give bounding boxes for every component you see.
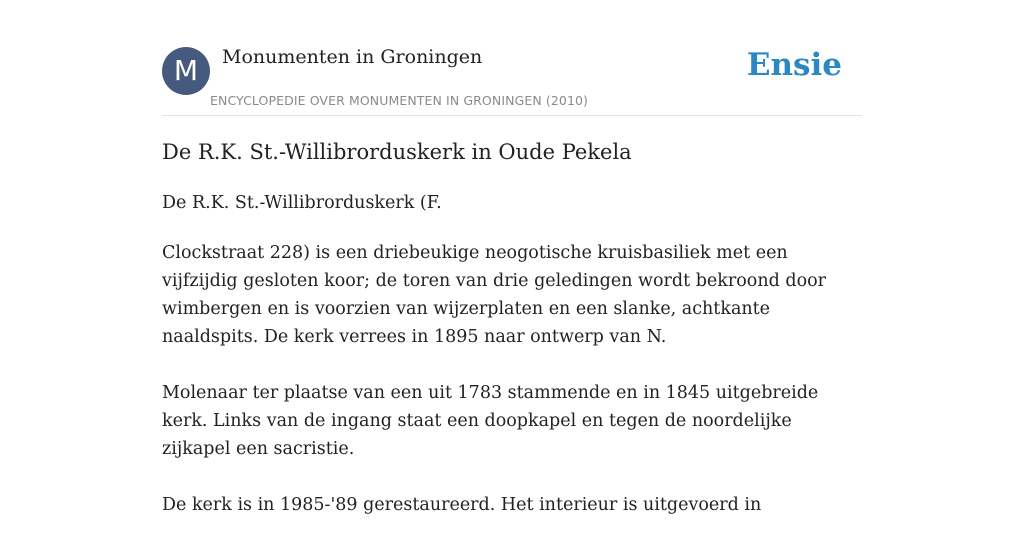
avatar[interactable]: M xyxy=(162,47,210,95)
ensie-logo[interactable]: Ensie xyxy=(746,47,842,83)
article-lead: De R.K. St.-Willibrorduskerk (F. xyxy=(162,193,442,213)
site-subtitle: ENCYCLOPEDIE OVER MONUMENTEN IN GRONINGEN (2010) xyxy=(210,93,589,108)
article-body xyxy=(162,239,862,547)
header xyxy=(162,0,862,116)
page-container xyxy=(162,0,862,515)
article-paragraph: De kerk is in 1985-'89 gerestaureerd. Het interieur is uitgevoerd in xyxy=(162,495,762,515)
article-paragraph: Molenaar ter plaatse van een uit 1783 stammende en in 1845 uitgebreide kerk. Links van de ingang staat een doopkapel en tegen de noordelijke zijkapel een sacristie. xyxy=(162,383,819,459)
site-title-link[interactable]: Monumenten in Groningen xyxy=(222,46,483,68)
article-paragraph: Clockstraat 228) is een driebeukige neogotische kruisbasiliek met een vijfzijdig gesloten koor; de toren van drie geledingen wordt bekroond door wimbergen en is voorzien van wijzerplaten en een slanke, achtkante naaldspits. De kerk verrees in 1895 naar ontwerp van N. xyxy=(162,243,827,347)
article-title: De R.K. St.-Willibrorduskerk in Oude Pekela xyxy=(162,140,632,164)
